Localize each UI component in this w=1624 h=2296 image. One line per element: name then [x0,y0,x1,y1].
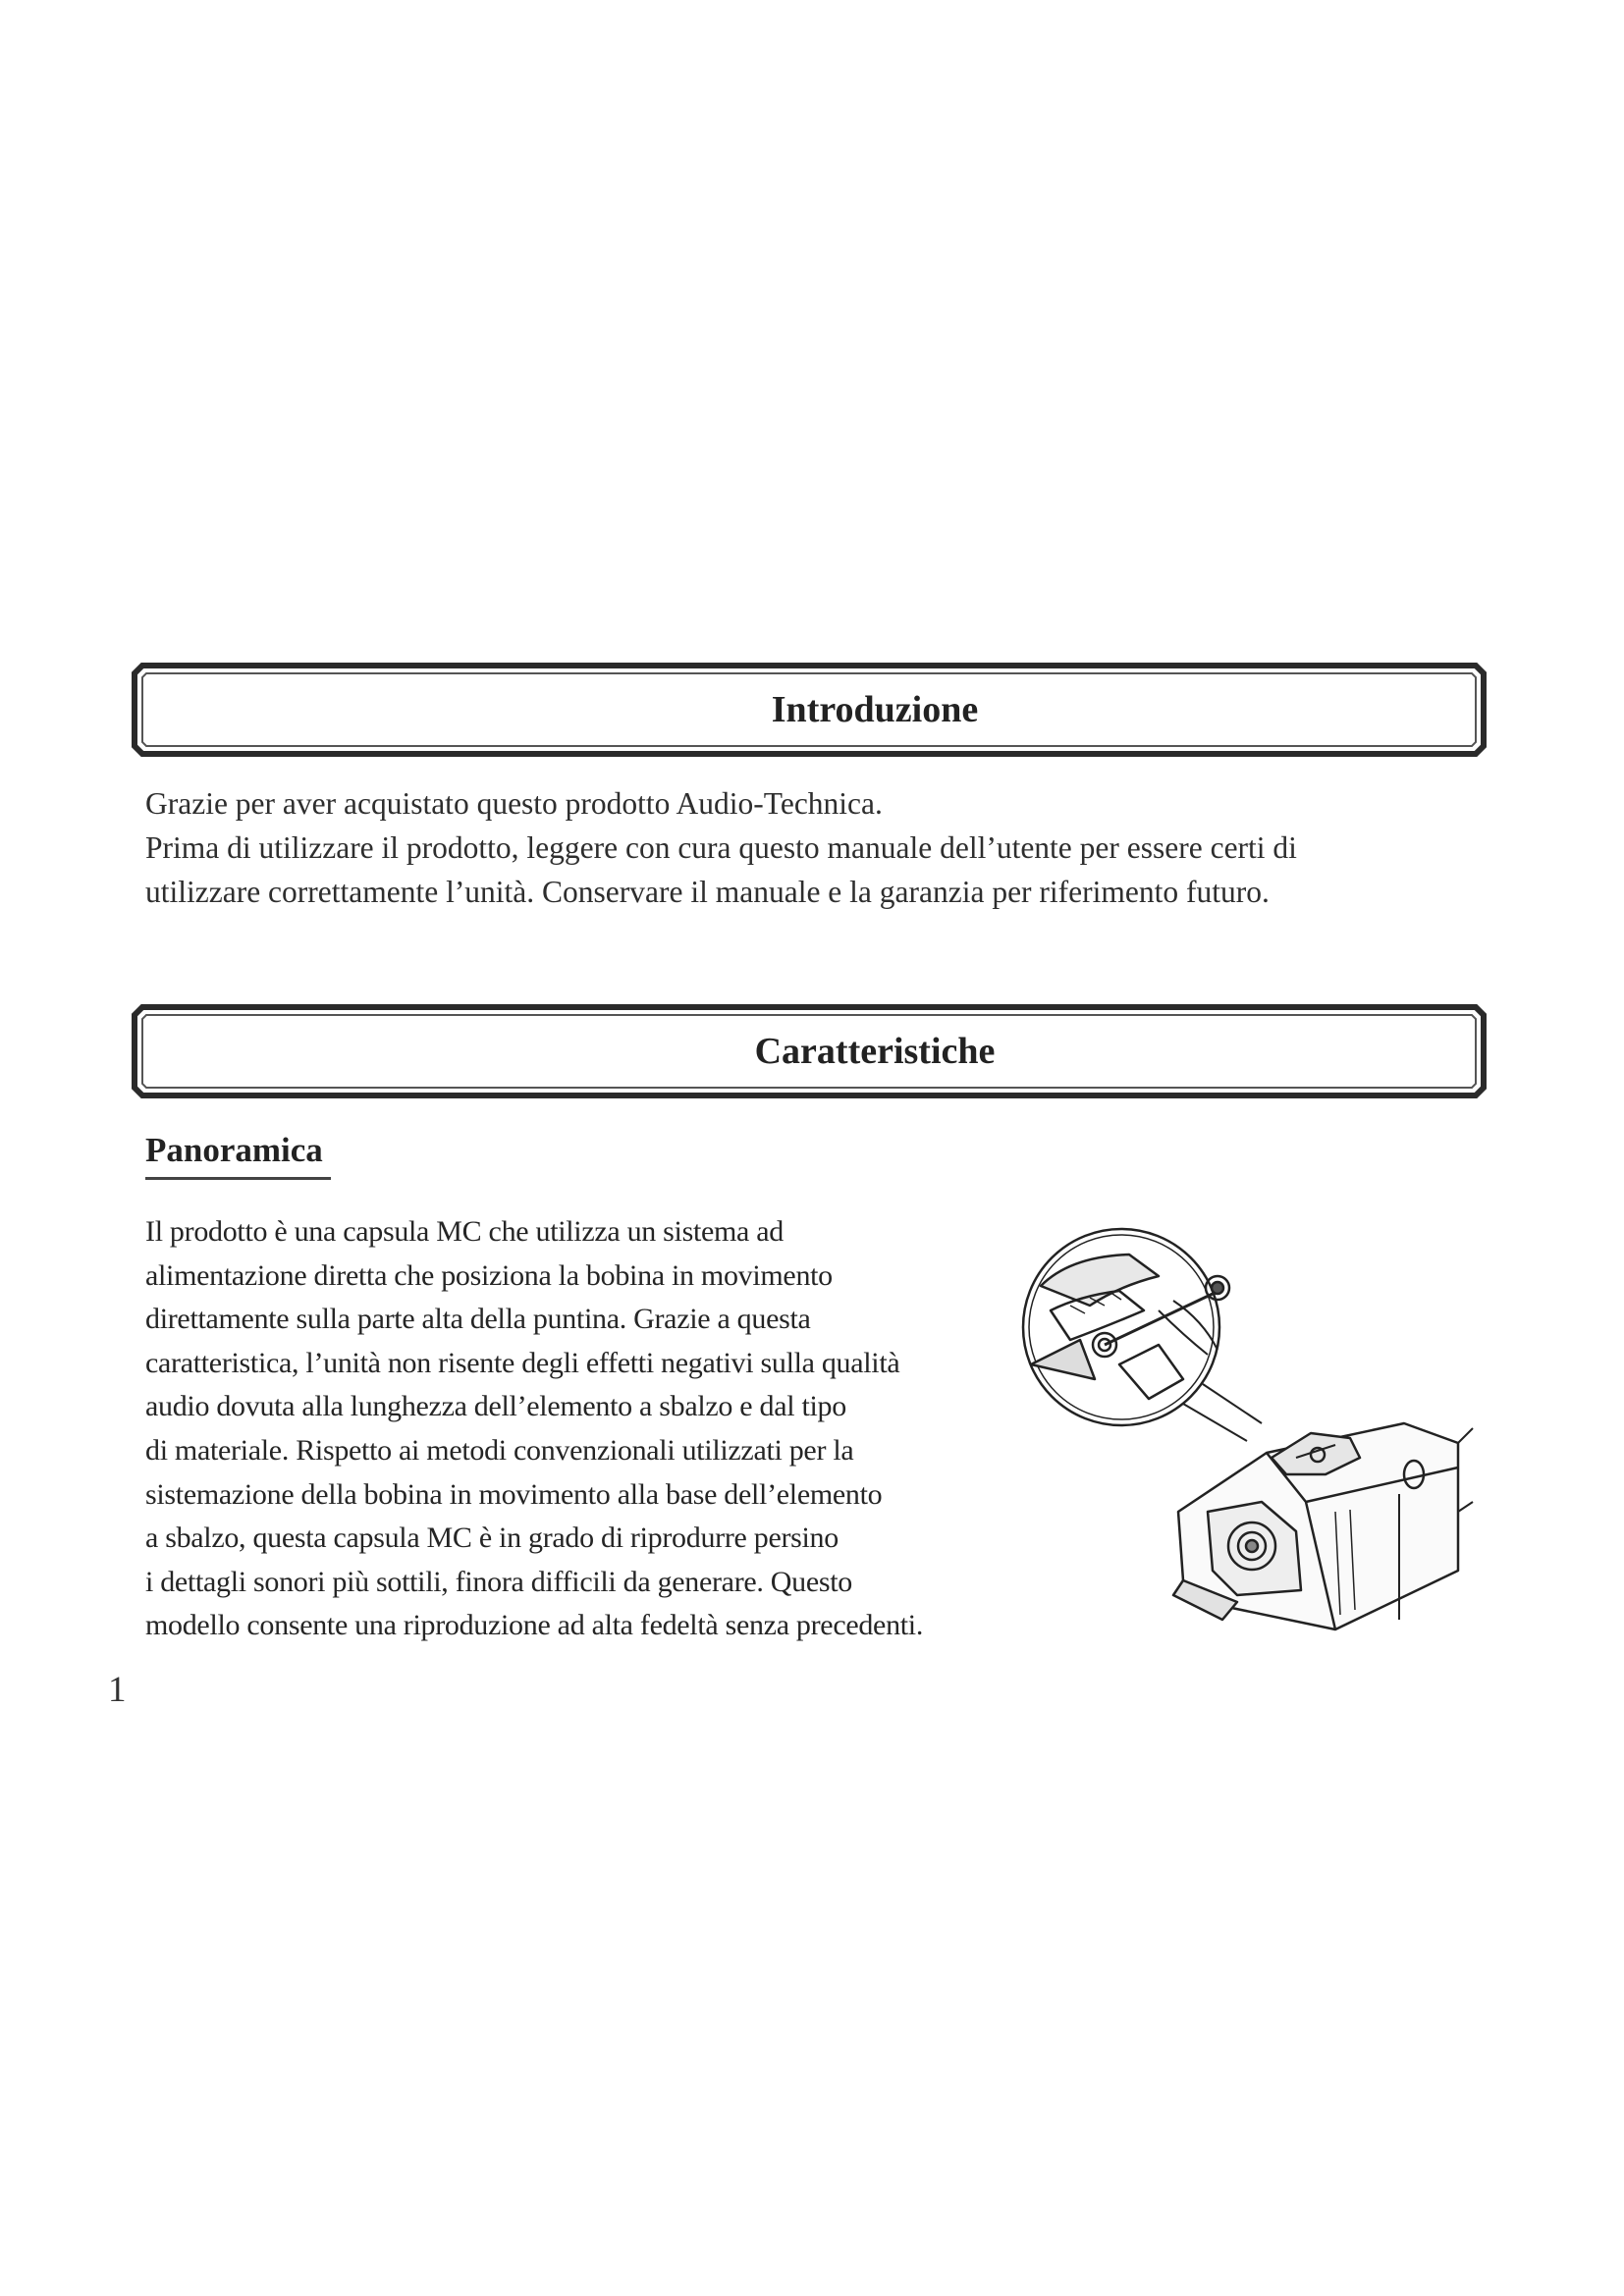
overview-line: caratteristica, l’unità non risente degli effetti negativi sulla qualità [145,1346,900,1379]
overview-line: Il prodotto è una capsula MC che utilizza un sistema ad [145,1215,784,1248]
section-title: Caratteristiche [754,1031,996,1072]
section-banner-introduzione [131,662,1488,758]
cartridge-illustration [1011,1217,1478,1659]
subheading-panoramica: Panoramica [145,1131,331,1180]
overview-paragraph [145,1210,1009,1648]
intro-line: utilizzare correttamente l’unità. Conservare il manuale e la garanzia per riferimento futuro. [145,875,1270,909]
overview-line: modello consente una riproduzione ad alta fedeltà senza precedenti. [145,1609,924,1642]
overview-line: sistemazione della bobina in movimento alla base dell’elemento [145,1477,883,1511]
overview-line: i dettagli sonori più sottili, finora difficili da generare. Questo [145,1565,852,1598]
intro-line: Grazie per aver acquistato questo prodotto Audio-Technica. [145,786,883,821]
overview-line: a sbalzo, questa capsula MC è in grado di riprodurre persino [145,1522,839,1555]
overview-line: di materiale. Rispetto ai metodi convenzionali utilizzati per la [145,1433,854,1467]
overview-line: direttamente sulla parte alta della puntina. Grazie a questa [145,1303,811,1336]
intro-paragraph [145,781,1461,914]
overview-line: audio dovuta alla lunghezza dell’elemento a sbalzo e dal tipo [145,1390,846,1423]
intro-line: Prima di utilizzare il prodotto, leggere con cura questo manuale dell’utente per essere certi di [145,830,1297,865]
overview-line: alimentazione diretta che posiziona la bobina in movimento [145,1258,833,1292]
section-banner-caratteristiche [131,1003,1488,1099]
page-number: 1 [108,1670,127,1710]
section-title: Introduzione [771,689,979,730]
